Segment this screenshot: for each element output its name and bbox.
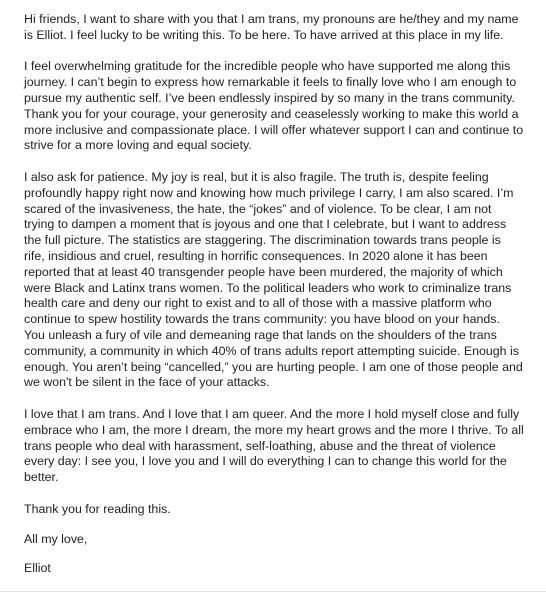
paragraph-patience: I also ask for patience. My joy is real, but it is also fragile. The truth is, despite feeling profoundly happy right now and knowing how much privilege I carry, I am also scared. I’m scared of the invasiveness, the hate, the “jokes” and of violence. To be clear, I am not trying to dampen a moment that is joyous and one that I celebrate, but I want to address the full picture. The statistics are staggering. The discrimination towards trans people is rife, insidious and cruel, resulting in horrific consequences. In 2020 alone it has been reported that at least 40 transgender people have been murdered, the majority of which were Black and Latinx trans women. To the political leaders who work to criminalize trans health care and deny our right to exist and to all of those with a massive platform who continue to spew hostility towards the trans community: you have blood on your hands. You unleash a fury of vile and demeaning rage that lands on the shoulders of the trans community, a community in which 40% of trans adults report attempting suicide. Enough is enough. You aren’t being “cancelled,” you are hurting people. I am one of those people and we won't be silent in the face of your attacks. <box>24 169 523 390</box>
paragraph-gratitude: I feel overwhelming gratitude for the incredible people who have supported me along this journey. I can’t begin to express how remarkable it feels to finally love who I am enough to pursue my authentic self. I’ve been endlessly inspired by so many in the trans community. Thank you for your courage, your generosity and ceaselessly working to make this world a more inclusive and compassionate place. I will offer whatever support I can and continue to strive for a more loving and equal society. <box>24 59 524 153</box>
paragraph-intro: Hi friends, I want to share with you that I am trans, my pronouns are he/they and my name is Elliot. I feel lucky to be writing this. To be here. To have arrived at this place in my life. <box>24 12 519 42</box>
letter-body <box>24 12 524 593</box>
signature: Elliot <box>24 561 51 576</box>
signoff-line: All my love, <box>24 531 88 546</box>
paragraph-love: I love that I am trans. And I love that I am queer. And the more I hold myself close and fully embrace who I am, the more I dream, the more my heart grows and the more I thrive. To all trans people who deal with harassment, self-loathing, abuse and the threat of violence every day: I see you, I love you and I will do everything I can to change this world for the better. <box>24 406 524 485</box>
closing-line: Thank you for reading this. <box>24 501 171 516</box>
